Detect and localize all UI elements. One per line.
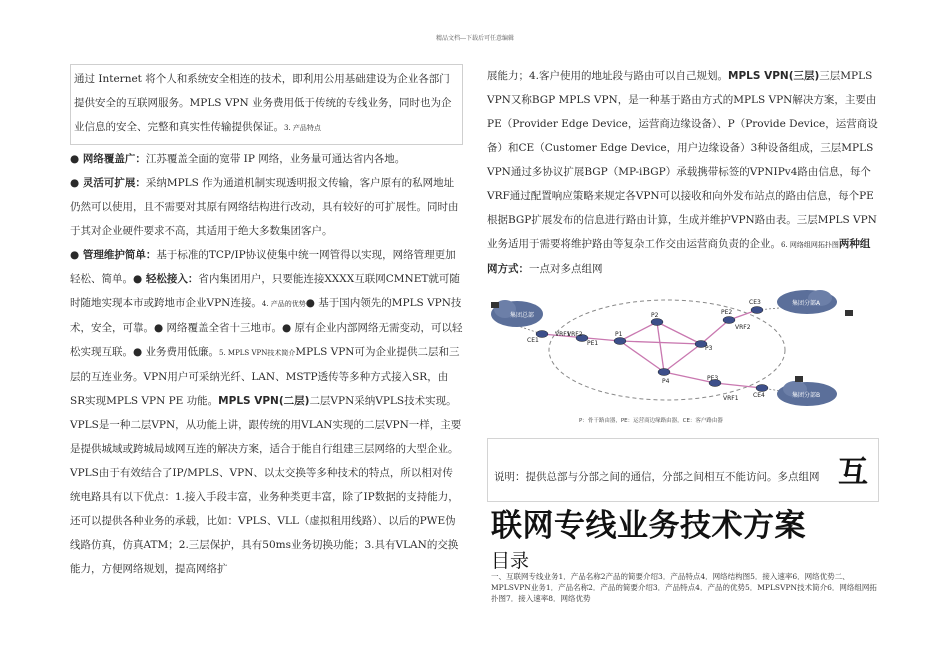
l2vpn-heading: MPLS VPN(二层) <box>218 395 310 407</box>
section4-text: ● 基于国内领先的MPLS VPN技术，安全，可靠。● 网络覆盖全省十三地市。● 原有企业内部网络无需变动，可以轻松实现互联。● 业务费用低廉。 <box>70 297 463 358</box>
hq-pc-icon <box>491 302 499 308</box>
intro-box <box>70 64 463 145</box>
branch-b-pc-icon <box>795 376 803 382</box>
document-title: 联网专线业务技术方案 <box>491 508 806 544</box>
description-box <box>487 438 879 502</box>
pe2-router-icon <box>723 317 735 324</box>
vrf-bottom-label: VRF1 <box>723 395 739 402</box>
section4-heading: 4. 产品的优势 <box>261 300 306 308</box>
ce4-label: CE4 <box>753 392 765 399</box>
bullet-scalable-label: ● 灵活可扩展： <box>70 177 146 189</box>
p2-router-icon <box>651 319 663 326</box>
ce4-router-icon <box>756 385 768 392</box>
bullet-scalable <box>70 171 463 243</box>
vrf-left-label-1: VRF1 <box>555 331 571 338</box>
intro-text: 通过 Internet 将个人和系统安全相连的技术，即利用公用基础建设为企业各部门提供安全的互联网服务。MPLS VPN 业务费用低于传统的专线业务，同时也为企业信息的安全、完整和真实性传输提供保证。 <box>74 73 452 133</box>
l3vpn-heading: MPLS VPN(三层) <box>728 70 820 82</box>
bullet-management-text: 基于标准的TCP/IP协议使集中统一网管得以实现，网络管理更加轻松、简单。 <box>70 249 456 285</box>
l3vpn-text: 三层MPLS VPN又称BGP MPLS VPN，是一种基于路由方式的MPLS VPN解决方案，主要由PE（Provider Edge Device，运营商边缘设备）、P（Provide Device，运营商设备）和CE（Customer Edge Device，用户边缘设备）3种设备组成，三层MPLS VPN通过多协议扩展BGP（MP-iBGP）承载携带标签的VPNIPv4路由信息，每个VRF通过配置响应策略来规定各VPN可以接收和向外发布站点的路由信息，每个PE根据BGP扩展发布的信息进行路由计算，生成并维护VPN路由表。三层MPLS VPN业务适用于需要将维护路由等复杂工作交由运营商负责的企业。 <box>487 70 878 250</box>
p1-label: P1 <box>615 331 623 338</box>
hq-label: 集团总部 <box>510 312 535 319</box>
network-topology-diagram <box>487 288 879 428</box>
l3vpn-paragraph <box>487 64 879 281</box>
left-column <box>70 64 463 581</box>
ce3-router-icon <box>751 307 763 314</box>
branch-a-pc-icon <box>845 310 853 316</box>
p1-router-icon <box>614 338 626 345</box>
p2-label: P2 <box>651 312 659 319</box>
bullet-coverage-label: ● 网络覆盖广： <box>70 153 146 165</box>
page-header: 精品文档---下载后可任意编辑 <box>435 35 515 42</box>
bullet-management-label: ● 管理维护简单： <box>70 249 157 261</box>
topology-modes-label: 两种组网方式： <box>487 238 871 275</box>
bullet-access-text: 省内集团用户，只要能连接XXXX互联网CMNET就可随时随地实现本市或跨地市企业VPN连接。 <box>70 273 460 309</box>
diagram-legend: P：骨干路由器，PE：运营商边缘路由器，CE：客户路由器 <box>579 418 723 424</box>
description-text: 说明：提供总部与分部之间的通信，分部之间相互不能访问。多点组网 <box>494 471 820 483</box>
branch-b-cloud <box>777 381 837 406</box>
title-first-char: 互 <box>838 455 868 490</box>
pe3-label: PE3 <box>707 375 719 382</box>
bullet-coverage-text: 江苏覆盖全面的宽带 IP 网络，业务量可通达省内各地。 <box>145 153 406 165</box>
section5-text: MPLS VPN可为企业提供二层和三层的互连业务。VPN用户可采纳光纤、LAN、MSTP透传等多种方式接入SR，由SR实现MPLS VPN PE 功能。 <box>70 346 460 407</box>
l2vpn-text: 二层VPN采纳VPLS技术实现。VPLS是一种二层VPN，从功能上讲，跟传统的用VLAN实现的二层VPN一样，主要是提供城域或跨城局域网互连的解决方案，适合于能自行组建三层网络的大型企业。VPLS由于有效结合了IP/MPLS、VPN、以太交换等多种技术的特点，所以相对传统电路具有以下优点：1.接入手段丰富，业务种类更丰富，除了IP数据的支持能力，还可以提供各种业务的承载，比如：VPLS、VLL（虚拟租用线路）、以后的PWE伪线路仿真，仿真ATM；2.三层保护，具有50ms业务切换功能；3.具有VLAN的交换能力，方便网络规划，提高网络扩 <box>70 395 462 575</box>
bullet-scalable-text: 采纳MPLS 作为通道机制实现透明报文传输，客户原有的私网地址仍然可以使用，且不需要对其原有网络结构进行改动，具有较好的可扩展性。同时由于其对企业硬件要求不高，其适用于绝大多数集团客户。 <box>70 177 459 237</box>
backbone-ring <box>549 300 785 400</box>
ce1-label: CE1 <box>527 337 539 344</box>
branch-a-label: 集团分部A <box>792 300 821 307</box>
vrf-right-label: VRF2 <box>735 324 751 331</box>
section3-heading: 3. 产品特点 <box>284 124 321 132</box>
toc-text: 一、互联网专线业务1．产品名称2产品的简要介绍3．产品特点4．网络结构图5．接入速率6．网络优势二、MPLSVPN业务1．产品名称2．产品的简要介绍3．产品特点4．产品的优势5．MPLSVPN技术简介6．网络组网拓扑图7．接入速率8．网络优势 <box>491 572 877 603</box>
pe1-label: PE1 <box>587 340 599 347</box>
ce3-label: CE3 <box>749 299 761 306</box>
bullet-management <box>70 243 463 581</box>
branch-b-label: 集团分部B <box>792 392 821 399</box>
bullet-coverage <box>70 147 463 171</box>
toc-heading: 目录 <box>491 550 530 572</box>
bullet-access-label: ● 轻松接入： <box>133 273 199 285</box>
p3-label: P3 <box>705 345 713 352</box>
branch-a-cloud <box>777 290 837 314</box>
right-column <box>487 64 879 281</box>
vrf-left-label-2: VRF2 <box>567 331 583 338</box>
topology-mode-text: 一点对多点组网 <box>529 263 603 275</box>
section5-heading: 5. MPLS VPN技术简介 <box>219 349 296 357</box>
pe2-label: PE2 <box>721 309 733 316</box>
l3vpn-lead: 展能力；4.客户使用的地址段与路由可以自己规划。 <box>487 70 729 82</box>
p4-router-icon <box>658 369 670 376</box>
section6-heading: 6. 网络组网拓扑图 <box>781 241 839 249</box>
p4-label: P4 <box>662 378 670 385</box>
